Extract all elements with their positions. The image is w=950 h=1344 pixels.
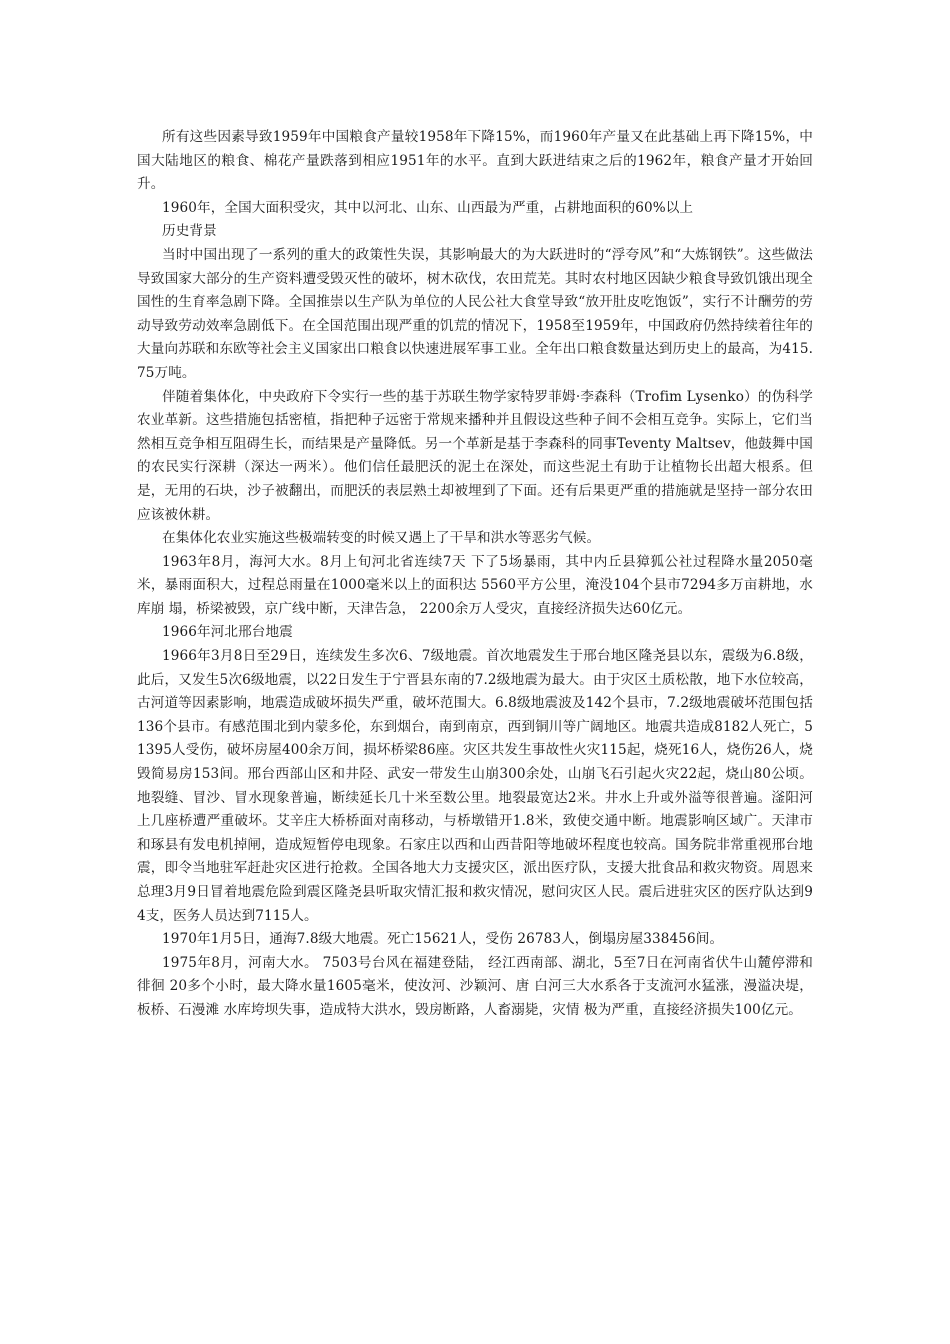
document-page	[137, 126, 813, 1023]
paragraph-bad-weather: 在集体化农业实施这些极端转变的时候又遇上了干旱和洪水等恶劣气候。	[162, 530, 601, 547]
paragraph-1975-henan-flood: 1975年8月，河南大水。 7503号台风在福建登陆， 经江西南部、湖北，5至7日在河南省伏牛山麓停滞和徘徊 20多个小时，最大降水量1605毫米，使汝河、沙颖河、唐 白河三大水系各于支流河水猛涨，漫溢决堤，板桥、石漫滩 水库垮坝失事，造成特大洪水，毁房断路，人畜溺毙，灾情 极为严重，直接经济损失100亿元。	[137, 954, 813, 1018]
paragraph-1963-haihe-flood: 1963年8月，海河大水。8月上旬河北省连续7天 下了5场暴雨，其中内丘县獐狐公社过程降水量2050毫 米，暴雨面积大，过程总雨量在1000毫米以上的面积达 5560平方公里，淹没104个县市7294多万亩耕地，水库崩 塌，桥梁被毁，京广线中断，天津告急， 2200余万人受灾，直接经济损失达60亿元。	[137, 553, 813, 617]
section-heading-history-background: 历史背景	[162, 223, 217, 240]
paragraph-xingtai-earthquake: 1966年3月8日至29日，连续发生多次6、7级地震。首次地震发生于邢台地区隆尧县以东，震级为6.8级，此后，又发生5次6级地震，以22日发生于宁晋县东南的7.2级地震为最大。由于灾区土质松散，地下水位较高，古河道等因素影响，地震造成破坏损失严重，破坏范围大。6.8级地震波及142个县市，7.2级地震破坏范围包括136个县市。有感范围北到内蒙多伦，东到烟台，南到南京，西到铜川等广阔地区。地震共造成8182人死亡，51395人受伤，破坏房屋400余万间，损坏桥梁86座。灾区共发生事故性火灾115起，烧死16人，烧伤26人，烧毁简易房153间。邢台西部山区和井陉、武安一带发生山崩300余处，山崩飞石引起火灾22起，烧山80公顷。地裂缝、冒沙、冒水现象普遍，断续延长几十米至数公里。地裂最宽达2米。井水上升或外溢等很普遍。滏阳河上几座桥遭严重破坏。艾辛庄大桥桥面对南移动，与桥墩错开1.8米，致使交通中断。地震影响区域广。天津市和琢县有发电机掉闸，造成短暂停电现象。石家庄以西和山西昔阳等地破坏程度也较高。国务院非常重视邢台地震，即令当地驻军赶赴灾区进行抢救。全国各地大力支援灾区，派出医疗队，支援大批食品和救灾物资。周恩来总理3月9日冒着地震危险到震区隆尧县听取灾情汇报和救灾情况，慰问灾区人民。震后进驻灾区的医疗队达到94支，医务人员达到7115人。	[137, 648, 813, 924]
paragraph-grain-decline: 所有这些因素导致1959年中国粮食产量较1958年下降15%，而1960年产量又在此基础上再下降15%，中国大陆地区的粮食、棉花产量跌落到相应1951年的水平。直到大跃进结束之后的1962年，粮食产量才开始回升。	[137, 129, 813, 193]
paragraph-lysenko-reforms: 伴随着集体化，中央政府下令实行一些的基于苏联生物学家特罗菲姆·李森科（Trofim Lysenko）的伪科学农业革新。这些措施包括密植，指把种子远密于常规来播种并且假设这些种子间不会相互竞争。实际上，它们当然相互竞争相互阻碍生长，而结果是产量降低。另一个革新是基于李森科的同事Teventy Maltsev，他鼓舞中国的农民实行深耕（深达一两米）。他们信任最肥沃的泥土在深处，而这些泥土有助于让植物长出超大根系。但是，无用的石块，沙子被翻出，而肥沃的表层熟土却被埋到了下面。还有后果更严重的措施就是坚持一部分农田应该被休耕。	[137, 388, 813, 523]
paragraph-1970-tonghai-earthquake: 1970年1月5日，通海7.8级大地震。死亡15621人，受伤 26783人，倒塌房屋338456间。	[162, 931, 724, 948]
section-heading-xingtai-earthquake: 1966年河北邢台地震	[162, 624, 293, 641]
paragraph-1960-disaster: 1960年，全国大面积受灾，其中以河北、山东、山西最为严重，占耕地面积的60%以上	[162, 199, 694, 216]
paragraph-policy-mistakes: 当时中国出现了一系列的重大的政策性失误，其影响最大的为大跃进时的“浮夸风”和“大炼钢铁”。这些做法导致国家大部分的生产资料遭受毁灭性的破坏，树木砍伐，农田荒芜。其时农村地区因缺少粮食导致饥饿出现全国性的生育率急剧下降。全国推崇以生产队为单位的人民公社大食堂导致“放开肚皮吃饱饭”，实行不计酬劳的劳动导致劳动效率急剧低下。在全国范围出现严重的饥荒的情况下，1958至1959年，中国政府仍然持续着往年的大量向苏联和东欧等社会主义国家出口粮食以快速进展军事工业。全年出口粮食数量达到历史上的最高，为415.75万吨。	[137, 246, 813, 381]
